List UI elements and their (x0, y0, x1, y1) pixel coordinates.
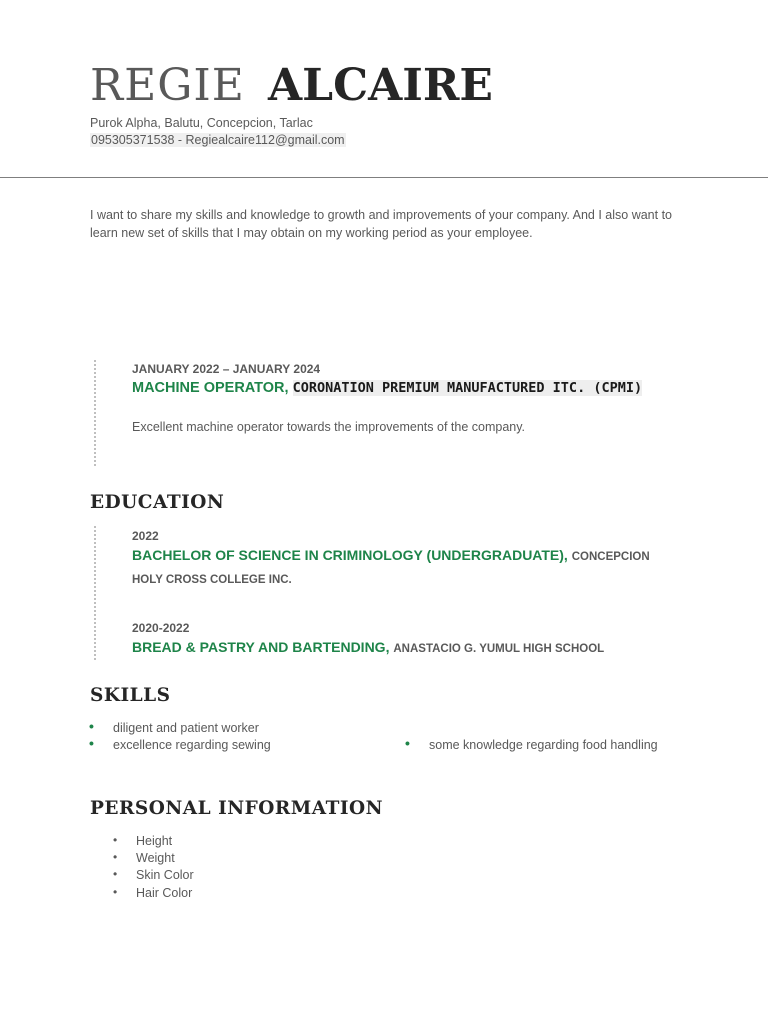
degree-title: BACHELOR OF SCIENCE IN CRIMINOLOGY (UNDERGRADUATE), (132, 547, 572, 563)
skill-item: diligent and patient worker (113, 721, 259, 735)
personal-info-item: Hair Color (136, 886, 193, 900)
school-name: CONCEPCION HOLY CROSS COLLEGE INC. (132, 551, 650, 586)
bullet-icon: • (89, 735, 94, 751)
education-date: 2022 (132, 529, 159, 543)
bullet-icon: • (405, 735, 410, 751)
experience-timeline-bar (94, 360, 96, 466)
personal-info-item: Skin Color (136, 868, 194, 882)
first-name: REGIE (90, 60, 245, 111)
personal-info-heading: PERSONAL INFORMATION (90, 798, 384, 819)
bullet-icon: • (113, 867, 118, 881)
school-name: ANASTACIO G. YUMUL HIGH SCHOOL (393, 643, 605, 655)
contact-info: 095305371538 - Regiealcaire112@gmail.com (91, 133, 345, 147)
bullet-icon: • (89, 718, 94, 734)
degree-title: BREAD & PASTRY AND BARTENDING, (132, 639, 394, 655)
bullet-icon: • (113, 885, 118, 899)
bullet-icon: • (113, 833, 118, 847)
education-date: 2020-2022 (132, 621, 190, 635)
skills-heading: SKILLS (90, 685, 171, 706)
personal-info-item: Height (136, 834, 173, 848)
skill-item: excellence regarding sewing (113, 738, 271, 752)
experience-title (132, 379, 692, 398)
job-title: MACHINE OPERATOR, (132, 380, 293, 396)
experience-description: Excellent machine operator towards the improvements of the company. (132, 420, 526, 434)
personal-info-item: Weight (136, 851, 175, 865)
education-entry (132, 637, 692, 660)
address: Purok Alpha, Balutu, Concepcion, Tarlac (90, 116, 313, 130)
education-entry (132, 545, 682, 591)
objective-text: I want to share my skills and knowledge to growth and improvements of your company. And I also want to learn new set of skills that I may obtain on my working period as your employee. (90, 208, 673, 240)
bullet-icon: • (113, 850, 118, 864)
header-divider (0, 177, 768, 178)
experience-date: JANUARY 2022 – JANUARY 2024 (132, 362, 321, 376)
last-name: ALCAIRE (268, 60, 493, 111)
company-name: CORONATION PREMIUM MANUFACTURED ITC. (CPMI) (292, 380, 643, 396)
education-timeline-bar (94, 526, 96, 660)
skill-item: some knowledge regarding food handling (429, 738, 658, 752)
education-heading: EDUCATION (90, 492, 225, 513)
